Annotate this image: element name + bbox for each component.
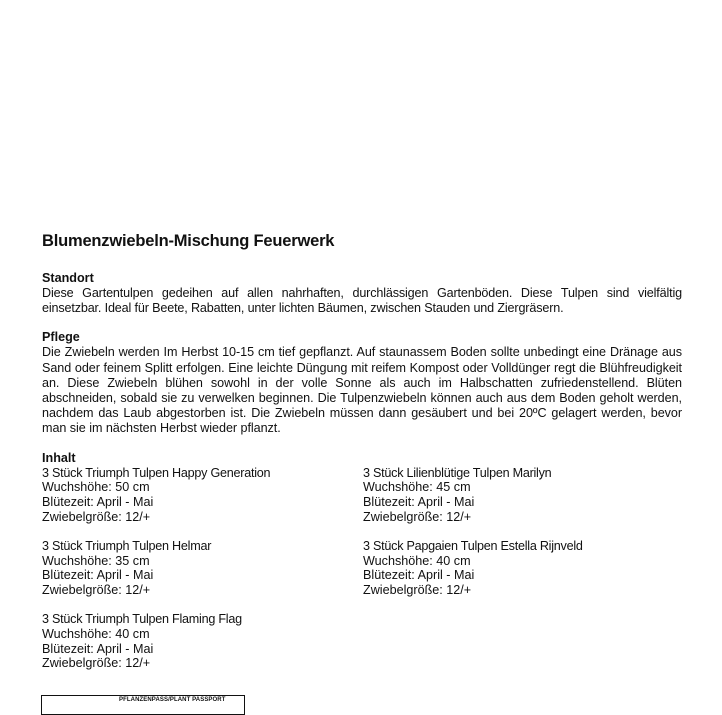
product-name: 3 Stück Triumph Tulpen Flaming Flag — [42, 612, 242, 626]
product-name: 3 Stück Triumph Tulpen Helmar — [42, 538, 212, 553]
product-item — [42, 612, 363, 671]
product-height: Wuchshöhe: 45 cm — [363, 480, 471, 495]
product-bulb-size: Zwiebelgröße: 12/+ — [363, 510, 472, 525]
product-name: 3 Stück Triumph Tulpen Happy Generation — [42, 465, 271, 480]
plant-passport-box — [41, 695, 245, 715]
product-item — [363, 539, 682, 598]
document — [42, 230, 682, 685]
document-title: Blumenzwiebeln-Mischung Feuerwerk — [42, 232, 335, 250]
product-item — [42, 539, 363, 598]
standort-text: Diese Gartentulpen gedeihen auf allen nahrhaften, durchlässigen Gartenböden. Diese Tulpen sind vielfältig einsetzbar. Ideal für Beete, Rabatten, unter lichten Bäumen, zwischen Stauden und Ziergräsern. — [42, 286, 682, 316]
product-item — [363, 466, 682, 525]
product-bulb-size: Zwiebelgröße: 12/+ — [42, 656, 151, 671]
product-bulb-size: Zwiebelgröße: 12/+ — [42, 510, 151, 525]
product-name: 3 Stück Papgaien Tulpen Estella Rijnveld — [363, 538, 583, 553]
section-standort — [42, 271, 682, 316]
standort-heading: Standort — [42, 271, 94, 285]
plant-passport-label: PFLANZENPASS/PLANT PASSPORT — [119, 697, 226, 703]
product-bulb-size: Zwiebelgröße: 12/+ — [42, 583, 151, 598]
product-bloom-time: Blütezeit: April - Mai — [363, 495, 475, 510]
product-name: 3 Stück Lilienblütige Tulpen Marilyn — [363, 465, 552, 480]
pflege-heading: Pflege — [42, 330, 80, 345]
product-bloom-time: Blütezeit: April - Mai — [42, 495, 154, 510]
product-height: Wuchshöhe: 35 cm — [42, 553, 150, 568]
product-bloom-time: Blütezeit: April - Mai — [42, 568, 154, 583]
product-height: Wuchshöhe: 40 cm — [363, 553, 471, 568]
inhalt-heading: Inhalt — [42, 450, 76, 465]
product-item — [42, 466, 363, 525]
product-height: Wuchshöhe: 40 cm — [42, 626, 150, 641]
product-bloom-time: Blütezeit: April - Mai — [363, 568, 475, 583]
product-list — [42, 466, 682, 672]
section-pflege — [42, 330, 682, 436]
pflege-text: Die Zwiebeln werden Im Herbst 10-15 cm tief gepflanzt. Auf staunassem Boden sollte unbedingt eine Dränage aus Sand oder feinem Splitt erfolgen. Eine leichte Düngung mit reifem Kompost oder Volldünger regt die Blühfreudigkeit an. Diese Zwiebeln blühen sowohl in der volle Sonne als auch im Halbschatten zufriedenstellend. Blüten abschneiden, sobald sie zu verwelken beginnen. Die Tulpenzwiebeln können auch aus dem Boden geholt werden, nachdem das Laub abgestorben ist. Die Zwiebeln müssen dann gesäubert und bei 20ºC gelagert werden, bevor man sie im nächsten Herbst wieder pflanzt. — [42, 345, 682, 436]
section-inhalt — [42, 451, 682, 672]
product-bulb-size: Zwiebelgröße: 12/+ — [363, 583, 472, 598]
product-bloom-time: Blütezeit: April - Mai — [42, 641, 154, 656]
product-height: Wuchshöhe: 50 cm — [42, 480, 150, 495]
